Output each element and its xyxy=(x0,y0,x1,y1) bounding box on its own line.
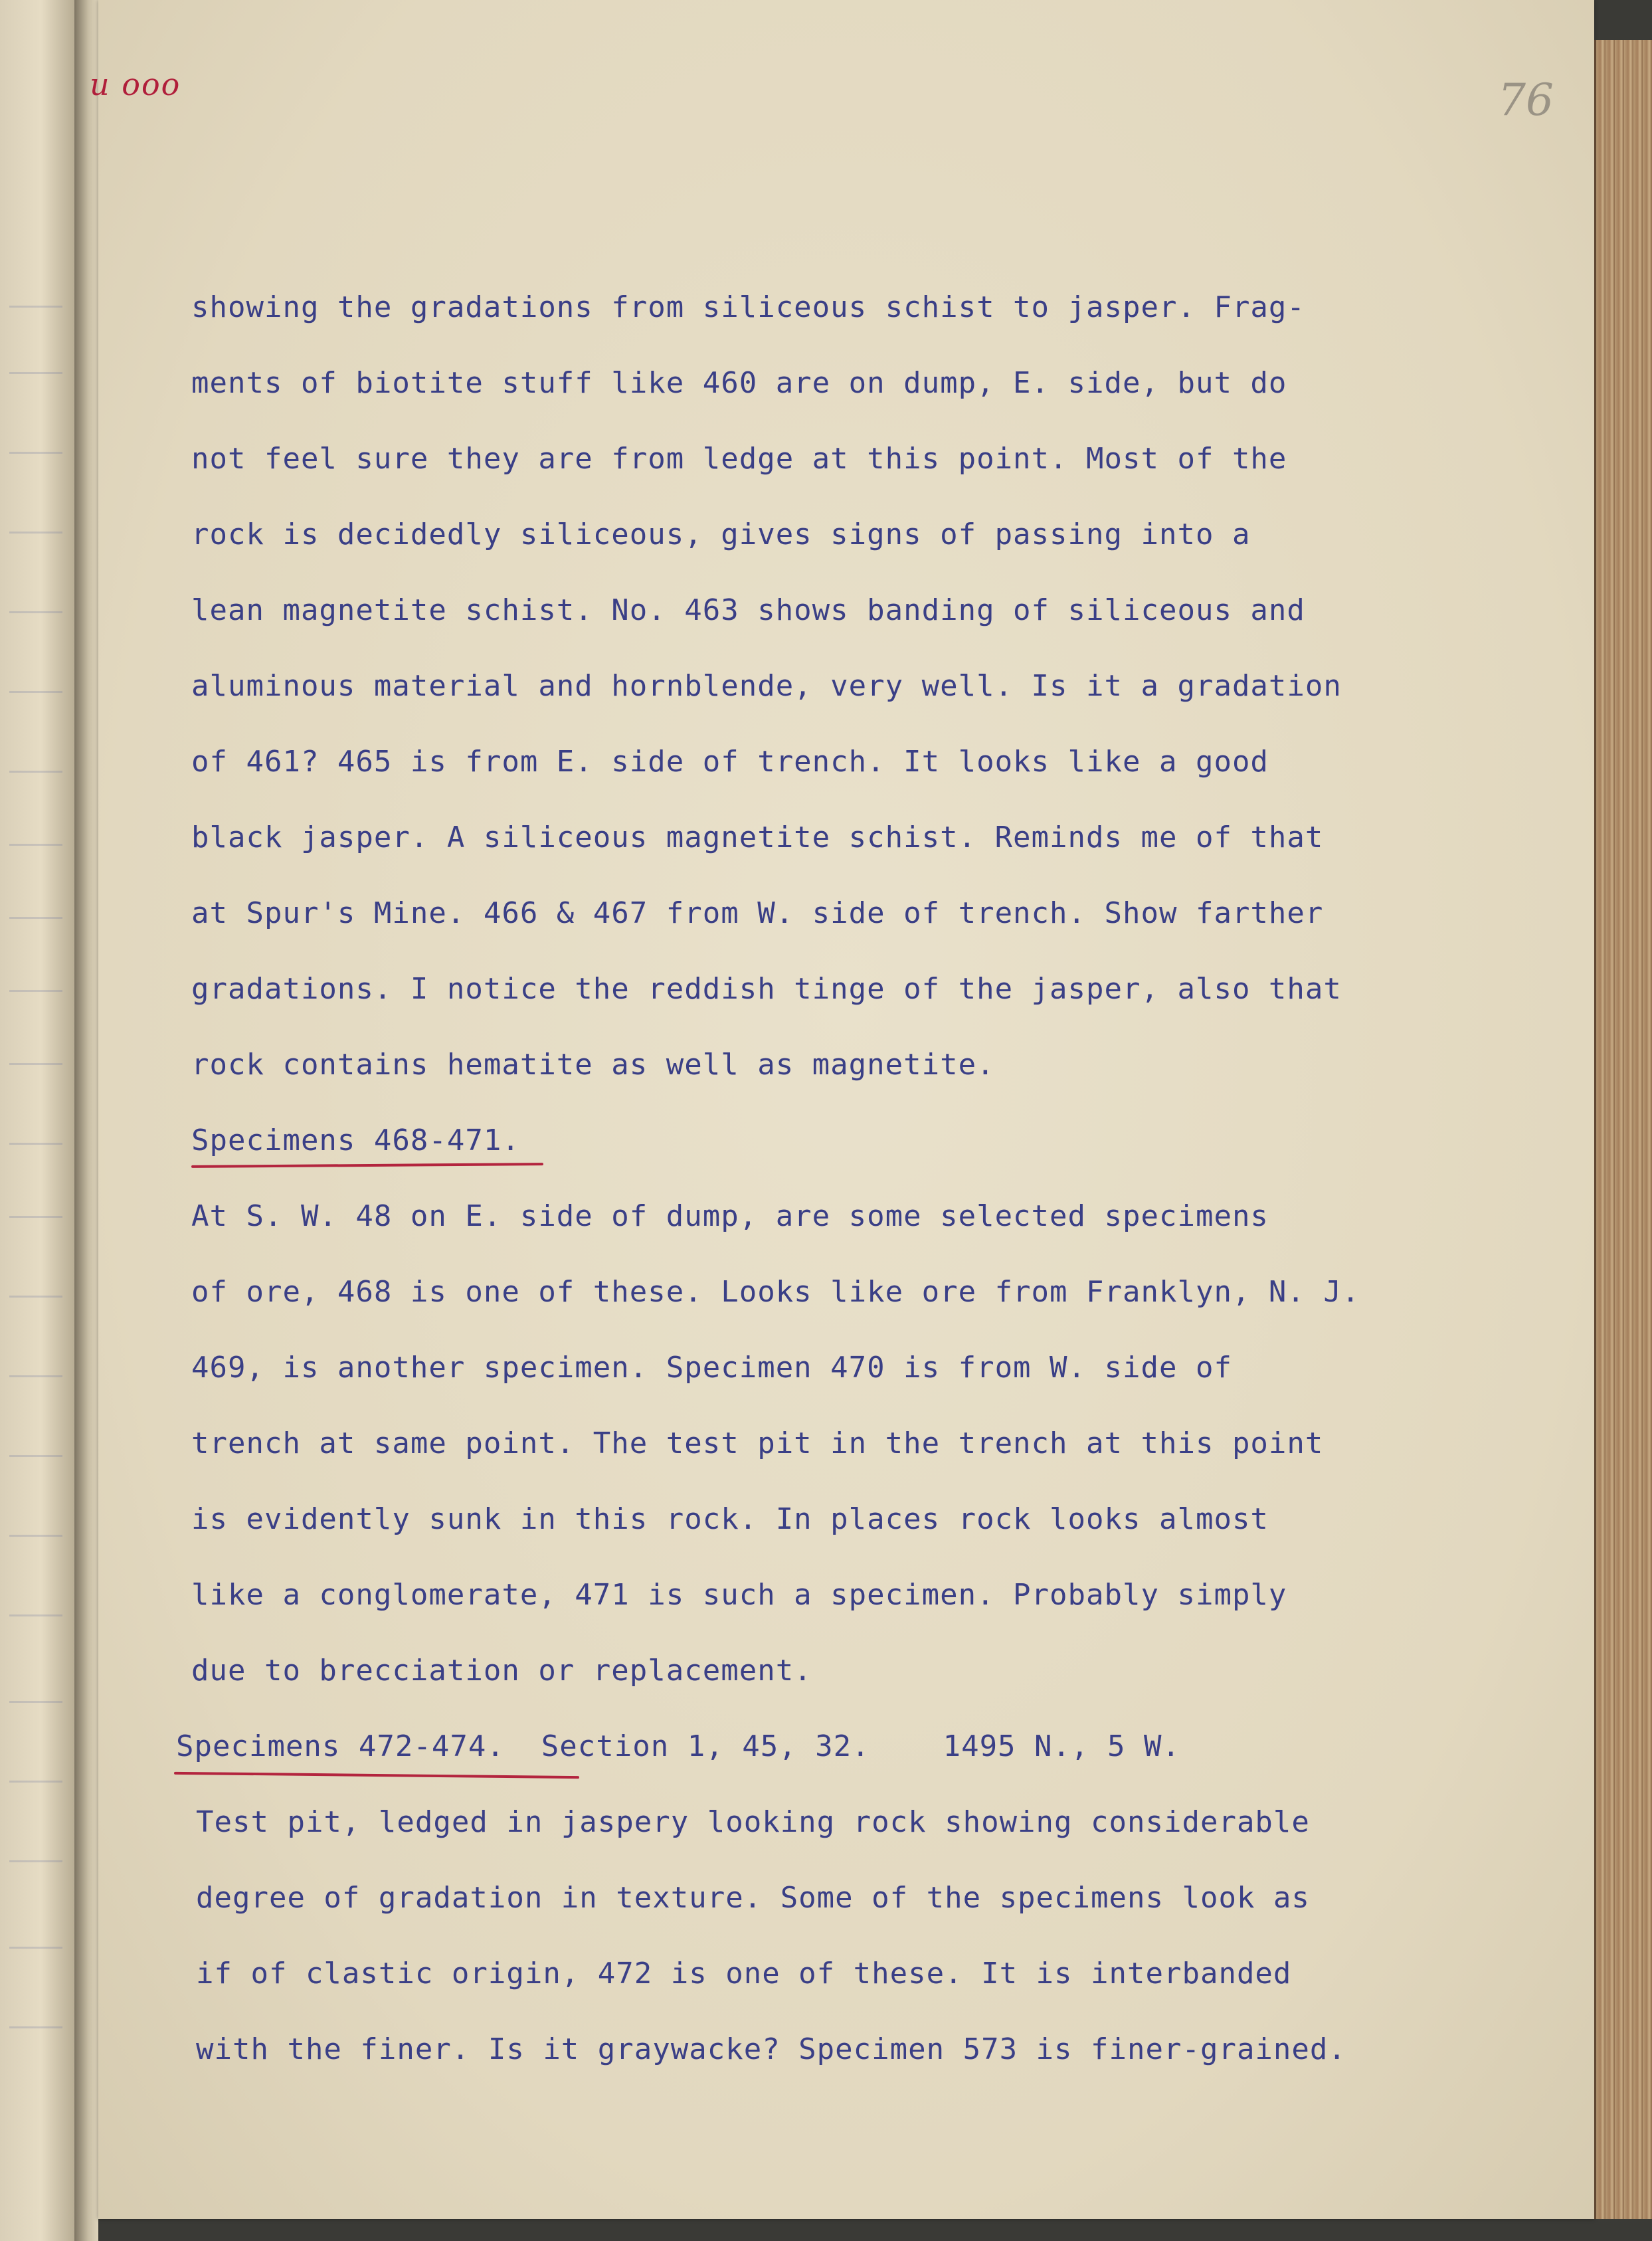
text-line: trench at same point. The test pit in the trench at this point xyxy=(191,1426,1324,1460)
text-line: gradations. I notice the reddish tinge of the jasper, also that xyxy=(191,972,1342,1006)
text-line: aluminous material and hornblende, very well. Is it a gradation xyxy=(191,669,1342,703)
section-heading: Specimens 468-471. xyxy=(191,1123,520,1157)
text-line: lean magnetite schist. No. 463 shows banding of siliceous and xyxy=(191,593,1305,627)
text-line: 469, is another specimen. Specimen 470 is from W. side of xyxy=(191,1351,1232,1385)
section-heading: Specimens 472-474. Section 1, 45, 32. 1495 N., 5 W. xyxy=(176,1729,1180,1763)
text-line: ments of biotite stuff like 460 are on dump, E. side, but do xyxy=(191,366,1287,400)
text-line: rock is decidedly siliceous, gives signs of passing into a xyxy=(191,518,1251,551)
text-line: is evidently sunk in this rock. In places rock looks almost xyxy=(191,1502,1269,1536)
text-line: not feel sure they are from ledge at this point. Most of the xyxy=(191,442,1287,476)
handwritten-annotation: u ooo xyxy=(90,66,181,102)
book-gutter xyxy=(74,0,98,2241)
text-line: of ore, 468 is one of these. Looks like ore from Franklyn, N. J. xyxy=(191,1275,1360,1309)
text-line: if of clastic origin, 472 is one of these. It is interbanded xyxy=(196,1957,1292,1991)
text-line: black jasper. A siliceous magnetite schist. Reminds me of that xyxy=(191,821,1324,854)
text-line: of 461? 465 is from E. side of trench. It looks like a good xyxy=(191,745,1269,779)
page-number: 76 xyxy=(1498,74,1554,126)
text-line: degree of gradation in texture. Some of the specimens look as xyxy=(196,1881,1310,1915)
text-line: rock contains hematite as well as magnetite. xyxy=(191,1048,995,1082)
text-line: with the finer. Is it graywacke? Specimen 573 is finer-grained. xyxy=(196,2032,1346,2066)
page-edges xyxy=(1594,40,1652,2219)
text-line: due to brecciation or replacement. xyxy=(191,1654,812,1688)
text-line: showing the gradations from siliceous schist to jasper. Frag- xyxy=(191,290,1305,324)
text-line: At S. W. 48 on E. side of dump, are some selected specimens xyxy=(191,1199,1269,1233)
facing-page xyxy=(0,0,76,2241)
text-line: like a conglomerate, 471 is such a specimen. Probably simply xyxy=(191,1578,1287,1612)
text-line: at Spur's Mine. 466 & 467 from W. side of trench. Show farther xyxy=(191,896,1324,930)
text-line: Test pit, ledged in jaspery looking rock showing considerable xyxy=(196,1805,1310,1839)
